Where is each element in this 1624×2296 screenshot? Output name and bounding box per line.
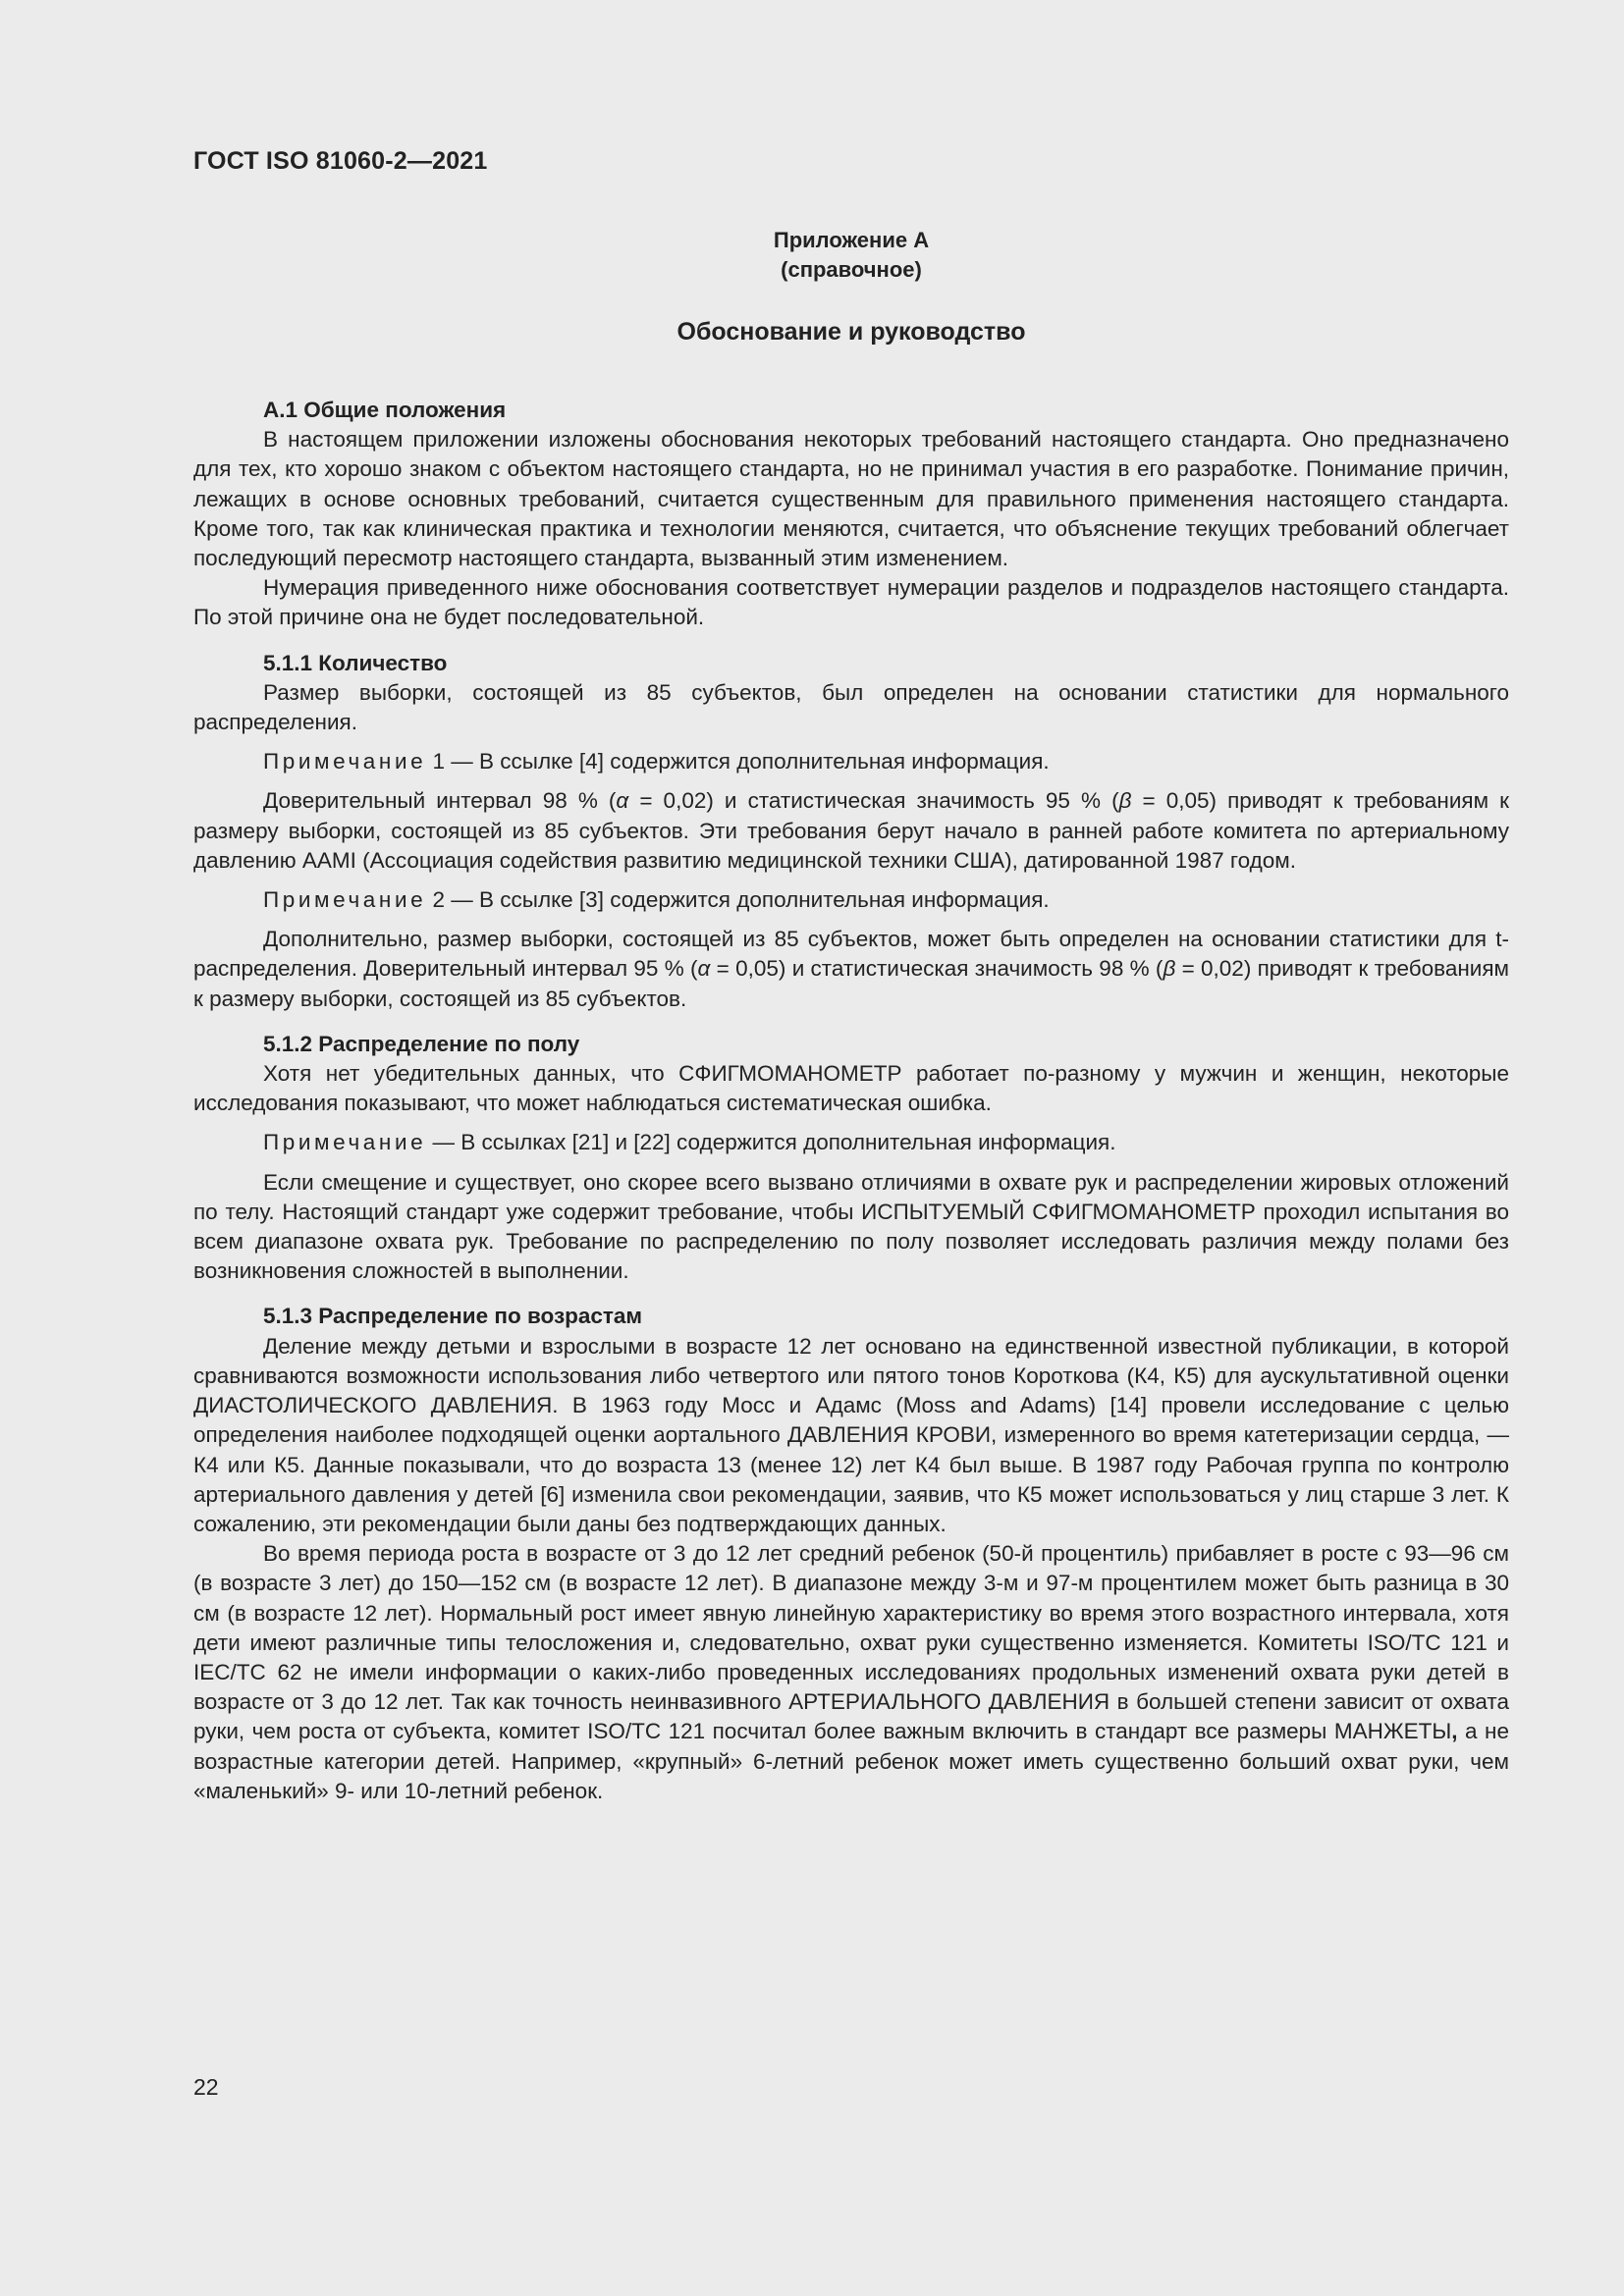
paragraph-5-1-1-3: [193, 925, 1509, 1014]
text-run: Доверительный интервал 98 % (: [263, 788, 617, 814]
appendix-title-block: [193, 226, 1509, 285]
alpha-symbol: α: [616, 788, 629, 814]
paragraph-5-1-3-2: [193, 1539, 1509, 1806]
note-text: 1 — В ссылке [4] содержится дополнительная информация.: [432, 749, 1050, 774]
note-text: 2 — В ссылке [3] содержится дополнительная информация.: [432, 887, 1050, 913]
note-5-1-1-1: [193, 747, 1509, 776]
note-label: Примечание: [263, 887, 427, 913]
paragraph-a1-1: В настоящем приложении изложены обоснования некоторых требований настоящего стандарта. Оно предназначено для тех, кто хорошо знаком с объектом настоящего стандарта, но не принимал участия в его разработке. Понимание причин, лежащих в основе основных требований, считается существенным для правильного применения настоящего стандарта. Кроме того, так как клиническая практика и технологии меняются, считается, что объяснение текущих требований облегчает последующий пересмотр настоящего стандарта, вызванный этим изменением.: [193, 427, 1509, 571]
appendix-label: Приложение А: [773, 228, 930, 252]
text-run: а не возрастные категории детей. Например, «крупный» 6-летний ребенок может иметь существенно больший охват руки, чем «маленький» 9- или 10-летний ребенок.: [193, 1719, 1509, 1803]
section-heading-a1: А.1 Общие положения: [263, 398, 507, 422]
section-heading-5-1-3: 5.1.3 Распределение по возрастам: [263, 1304, 643, 1329]
beta-symbol: β: [1118, 788, 1132, 814]
section-heading-5-1-2: 5.1.2 Распределение по полу: [263, 1031, 580, 1056]
text-run: = 0,05) приводят к требованиям к размеру выборки, состоящей из 85 субъектов. Эти требования берут начало в ранней работе комитета по артериальному давлению AAMI (Ассоциация содействия развитию медицинской техники США), датированной 1987 годом.: [193, 788, 1509, 873]
appendix-status: (справочное): [781, 257, 922, 282]
section-heading-5-1-1: 5.1.1 Количество: [263, 650, 448, 675]
note-5-1-1-2: [193, 885, 1509, 915]
note-label: Примечание: [263, 749, 427, 774]
running-header-standard-code: ГОСТ ISO 81060-2—2021: [193, 147, 488, 175]
bold-comma: ,: [1451, 1719, 1458, 1744]
page-number: 22: [193, 2074, 219, 2100]
paragraph-5-1-3-1: Деление между детьми и взрослыми в возрасте 12 лет основано на единственной известной публикации, в которой сравниваются возможности использования либо четвертого или пятого тонов Короткова (К4, К5) для аускультативной оценки ДИАСТОЛИЧЕСКОГО ДАВЛЕНИЯ. В 1963 году Мосс и Адамс (Moss and Adams) [14] провели исследование с целью определения наиболее подходящей оценки аортального ДАВЛЕНИЯ КРОВИ, измеренного во время катетеризации сердца, — К4 или К5. Данные показывали, что до возраста 13 (менее 12) лет К4 был выше. В 1987 году Рабочая группа по контролю артериального давления у детей [6] изменила свои рекомендации, заявив, что К5 может использоваться у лиц старше 3 лет. К сожалению, эти рекомендации были даны без подтверждающих данных.: [193, 1333, 1509, 1536]
paragraph-5-1-2-1: Хотя нет убедительных данных, что СФИГМОМАНОМЕТР работает по-разному у мужчин и женщин, некоторые исследования показывают, что может наблюдаться систематическая ошибка.: [193, 1061, 1509, 1116]
paragraph-a1-2: Нумерация приведенного ниже обоснования соответствует нумерации разделов и подразделов настоящего стандарта. По этой причине она не будет последовательной.: [193, 575, 1509, 630]
appendix-heading: Обоснование и руководство: [677, 318, 1026, 346]
text-run: Дополнительно, размер выборки, состоящей из 85 субъектов, может быть определен на основании статистики для t-распределения. Доверительный интервал 95 % (: [193, 927, 1509, 982]
text-run: = 0,02) и статистическая значимость 95 % (: [628, 788, 1119, 814]
beta-symbol: β: [1163, 956, 1176, 982]
paragraph-5-1-1-1: Размер выборки, состоящей из 85 субъектов, был определен на основании статистики для нормального распределения.: [193, 679, 1509, 735]
note-text: — В ссылках [21] и [22] содержится дополнительная информация.: [432, 1130, 1116, 1155]
note-5-1-2: [193, 1128, 1509, 1157]
paragraph-5-1-1-2: [193, 786, 1509, 876]
note-label: Примечание: [263, 1130, 427, 1155]
text-run: Во время периода роста в возрасте от 3 до 12 лет средний ребенок (50-й процентиль) прибавляет в росте с 93—96 см (в возрасте 3 лет) до 150—152 см (в возрасте 12 лет). В диапазоне между 3-м и 97-м процентилем может быть разница в 30 см (в возрасте 12 лет). Нормальный рост имеет явную линейную характеристику во время этого возрастного интервала, хотя дети имеют различные типы телосложения и, следовательно, охват руки существенно изменяется. Комитеты ISO/TC 121 и IEC/TC 62 не имели информации о каких-либо проведенных исследованиях продольных изменений охвата руки детей в возрасте от 3 до 12 лет. Так как точность неинвазивного АРТЕРИАЛЬНОГО ДАВЛЕНИЯ в большей степени зависит от охвата руки, чем роста от субъекта, комитет ISO/TC 121 посчитал более важным включить в стандарт все размеры МАНЖЕТЫ: [193, 1541, 1509, 1744]
text-run: = 0,05) и статистическая значимость 98 % (: [710, 956, 1164, 982]
document-body: [193, 396, 1509, 1806]
alpha-symbol: α: [697, 956, 711, 982]
paragraph-5-1-2-2: Если смещение и существует, оно скорее всего вызвано отличиями в охвате рук и распределении жировых отложений по телу. Настоящий стандарт уже содержит требование, чтобы ИСПЫТУЕМЫЙ СФИГМОМАНОМЕТР проходил испытания во всем диапазоне охвата рук. Требование по распределению по полу позволяет исследовать различия между полами без возникновения сложностей в выполнении.: [193, 1169, 1509, 1284]
text-run: = 0,02) приводят к требованиям к размеру выборки, состоящей из 85 субъектов.: [193, 956, 1509, 1011]
